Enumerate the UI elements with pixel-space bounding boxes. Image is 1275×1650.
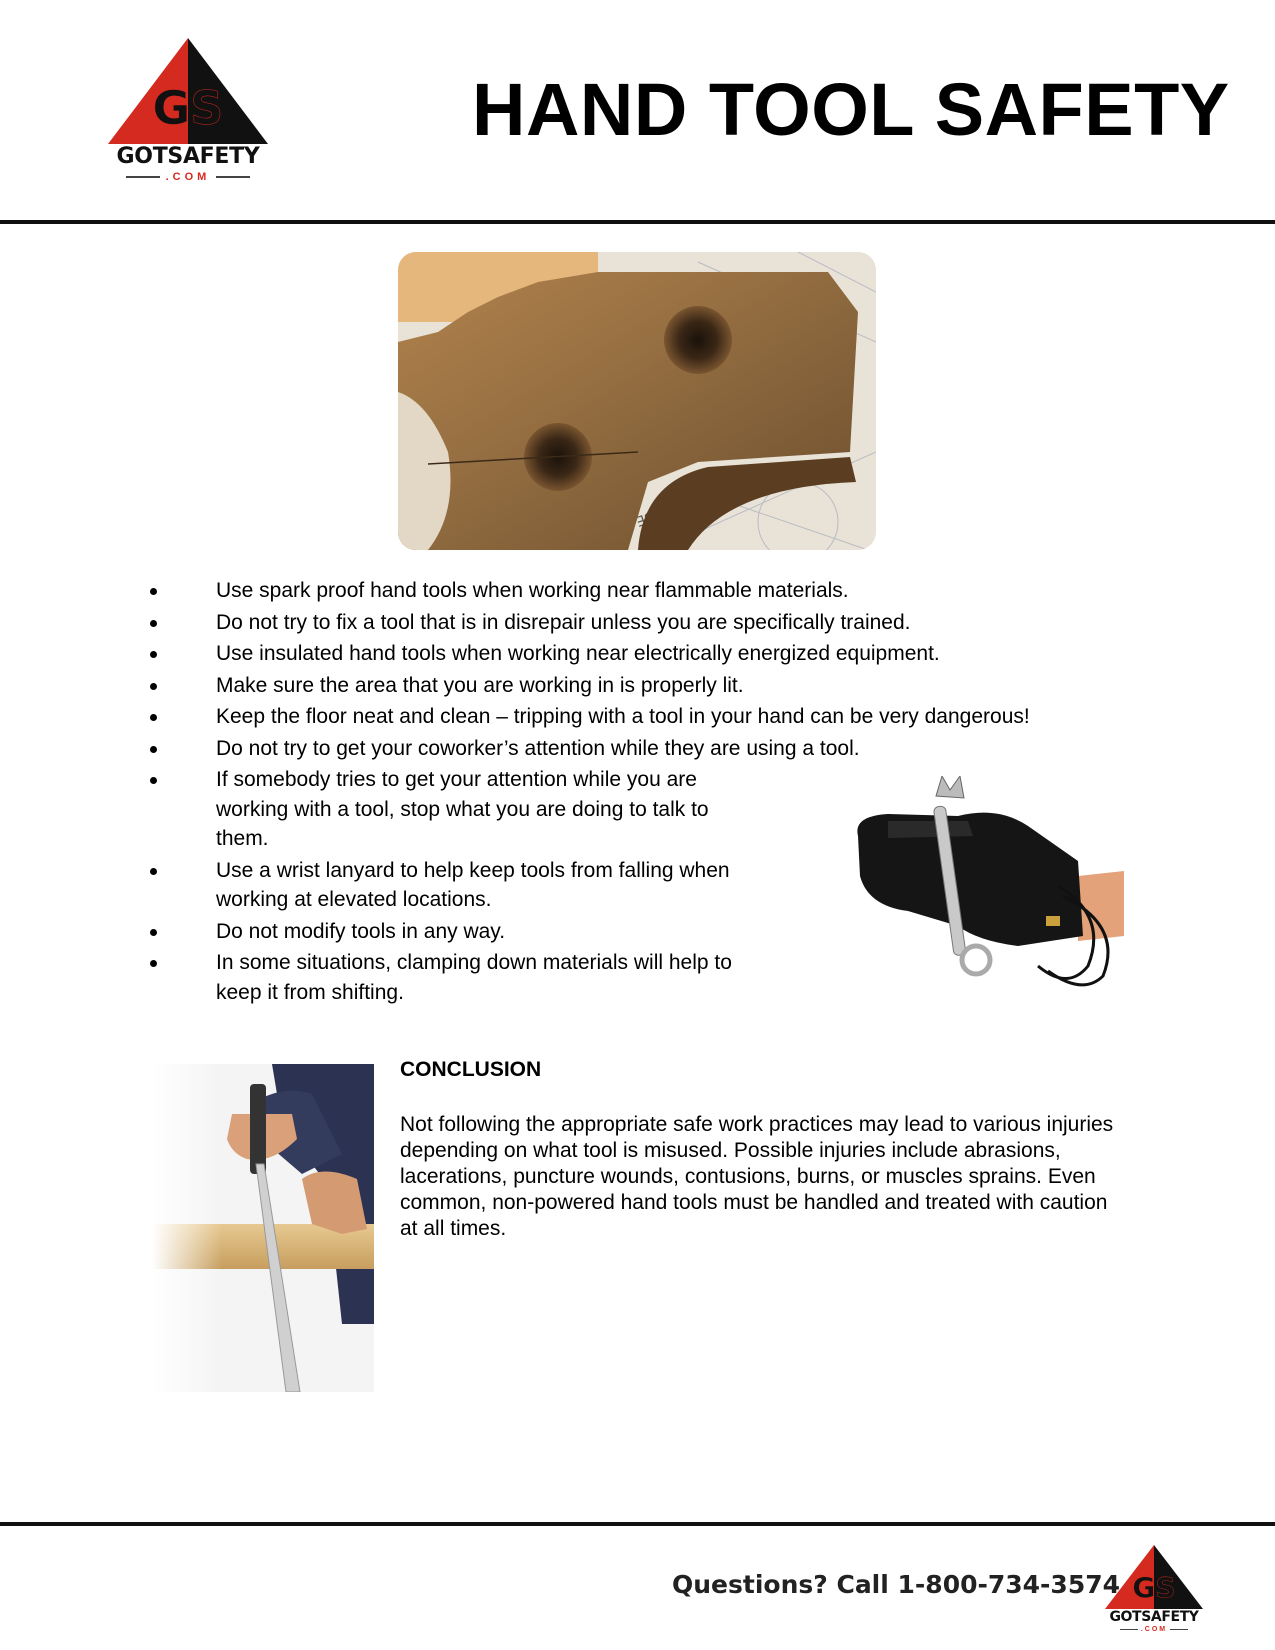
bullet-icon	[150, 588, 157, 595]
gotsafety-triangle-icon	[1105, 1545, 1203, 1611]
conclusion-body: Not following the appropriate safe work practices may lead to various injuries depending on what tool is misused. Possible injuries include abrasions, lacerations, puncture wounds, contusions, burns, or muscles sprains. Even common, non-powered hand tools must be handled and treated with caution at all times.	[400, 1113, 1114, 1240]
logo-wordmark: GOTSAFETY	[1109, 1609, 1199, 1625]
bullet-icon	[150, 651, 157, 658]
logo-initials: GS	[152, 81, 224, 135]
footer-contact: Questions? Call 1-800-734-3574	[672, 1570, 1120, 1599]
bullet-icon	[150, 683, 157, 690]
bullet-icon	[150, 868, 157, 875]
list-item: Use insulated hand tools when working near electrically energized equipment.	[150, 639, 1150, 669]
logo-domain: .COM	[108, 171, 268, 183]
list-item: Keep the floor neat and clean – tripping with a tool in your hand can be very dangerous!	[150, 702, 1150, 732]
person-sawing-wood-photo	[152, 1064, 374, 1392]
conclusion-heading: CONCLUSION	[400, 1058, 542, 1081]
gloved-hand-wrench-lanyard-photo	[848, 776, 1124, 992]
list-item: In some situations, clamping down materials will help to keep it from shifting.	[150, 948, 776, 1007]
header-divider	[0, 220, 1275, 224]
bullet-icon	[150, 746, 157, 753]
gotsafety-footer-logo	[1105, 1545, 1203, 1637]
list-item: Do not modify tools in any way.	[150, 917, 816, 947]
bullet-icon	[150, 777, 157, 784]
gotsafety-logo	[108, 38, 268, 190]
bullet-icon	[150, 960, 157, 967]
damaged-saw-handle-photo	[398, 252, 876, 550]
list-item: Do not try to get your coworker’s attention while they are using a tool.	[150, 734, 1150, 764]
list-item: Use spark proof hand tools when working near flammable materials.	[150, 576, 1150, 606]
logo-initials: GS	[1132, 1571, 1176, 1604]
bullet-icon	[150, 714, 157, 721]
bullet-icon	[150, 620, 157, 627]
gotsafety-triangle-icon	[108, 38, 268, 146]
page-title: HAND TOOL SAFETY	[472, 68, 1230, 151]
bullet-icon	[150, 929, 157, 936]
list-item: If somebody tries to get your attention while you are working with a tool, stop what you are doing to talk to them.	[150, 765, 756, 854]
logo-domain: .COM	[1105, 1626, 1203, 1633]
list-item: Use a wrist lanyard to help keep tools from falling when working at elevated locations.	[150, 856, 776, 915]
footer-divider	[0, 1522, 1275, 1526]
logo-wordmark: GOTSAFETY	[116, 144, 260, 169]
list-item: Make sure the area that you are working in is properly lit.	[150, 671, 1150, 701]
list-item: Do not try to fix a tool that is in disrepair unless you are specifically trained.	[150, 608, 1150, 638]
